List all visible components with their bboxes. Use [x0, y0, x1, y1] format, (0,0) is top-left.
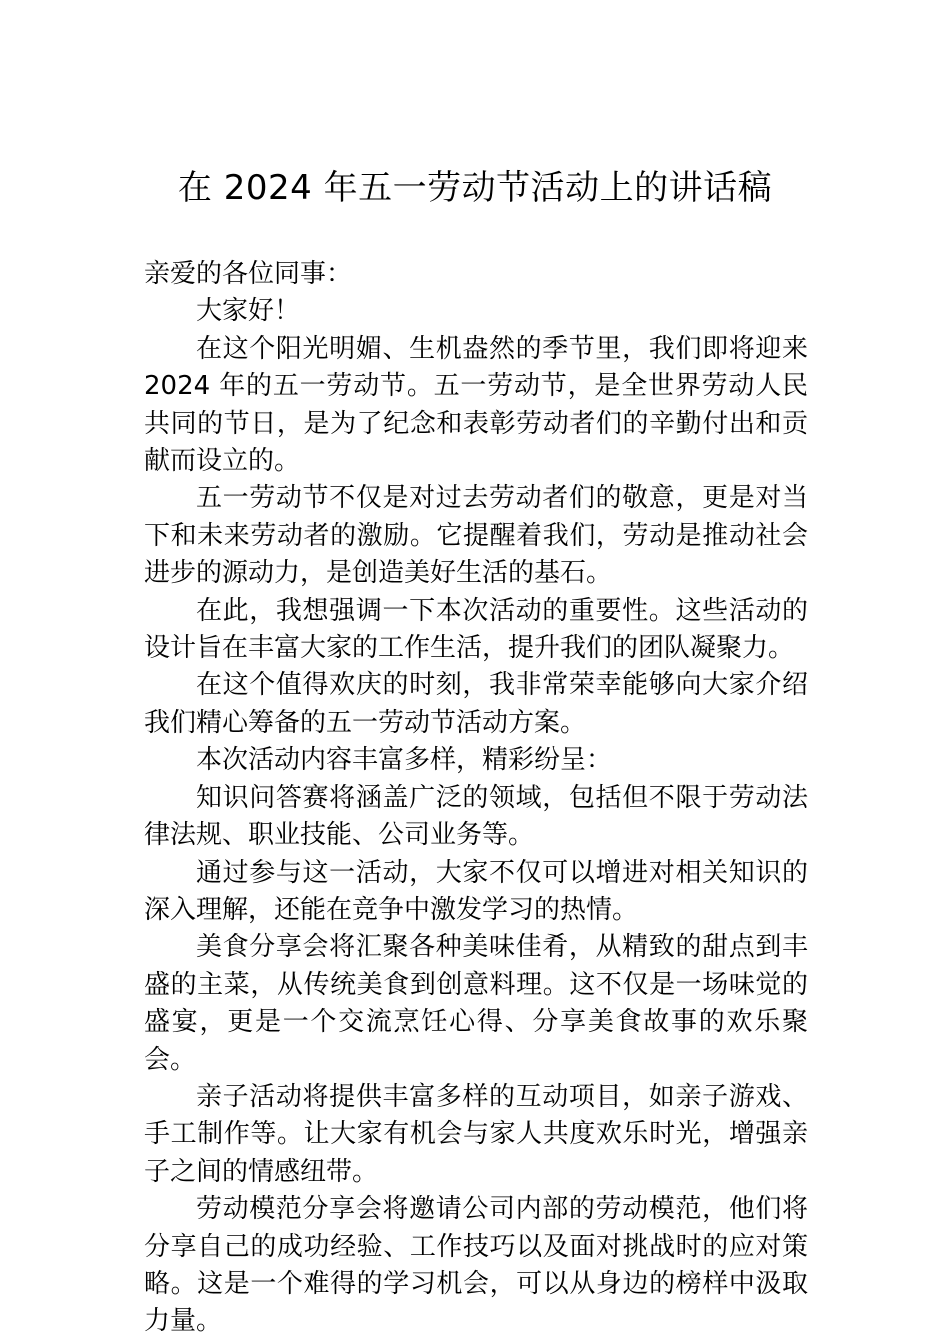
paragraph: 劳动模范分享会将邀请公司内部的劳动模范，他们将分享自己的成功经验、工作技巧以及面对挑战时的应对策略。这是一个难得的学习机会，可以从身边的榜样中汲取力量。	[144, 1194, 808, 1337]
salutation: 亲爱的各位同事：	[144, 259, 353, 289]
paragraph: 五一劳动节不仅是对过去劳动者们的敬意，更是对当下和未来劳动者的激励。它提醒着我们，劳动是推动社会进步的源动力，是创造美好生活的基石。	[144, 483, 808, 589]
document-title: 在 2024 年五一劳动节活动上的讲话稿	[177, 168, 773, 208]
document-body	[144, 256, 808, 1341]
paragraph: 在这个值得欢庆的时刻，我非常荣幸能够向大家介绍我们精心筹备的五一劳动节活动方案。	[144, 670, 808, 738]
paragraph: 美食分享会将汇聚各种美味佳肴，从精致的甜点到丰盛的主菜，从传统美食到创意料理。这不仅是一场味觉的盛宴，更是一个交流烹饪心得、分享美食故事的欢乐聚会。	[144, 932, 808, 1075]
paragraph: 在此，我想强调一下本次活动的重要性。这些活动的设计旨在丰富大家的工作生活，提升我们的团队凝聚力。	[144, 595, 808, 664]
paragraph: 知识问答赛将涵盖广泛的领域，包括但不限于劳动法律法规、职业技能、公司业务等。	[144, 782, 808, 851]
paragraph: 亲子活动将提供丰富多样的互动项目，如亲子游戏、手工制作等。让大家有机会与家人共度欢乐时光，增强亲子之间的情感纽带。	[144, 1081, 808, 1187]
paragraph: 大家好！	[196, 296, 301, 327]
paragraph: 通过参与这一活动，大家不仅可以增进对相关知识的深入理解，还能在竞争中激发学习的热情。	[144, 857, 808, 925]
paragraph: 在这个阳光明媚、生机盎然的季节里，我们即将迎来 2024 年的五一劳动节。五一劳动节，是全世界劳动人民共同的节日，是为了纪念和表彰劳动者们的辛勤付出和贡献而设立的。	[144, 333, 808, 477]
paragraph: 本次活动内容丰富多样，精彩纷呈：	[196, 745, 613, 776]
